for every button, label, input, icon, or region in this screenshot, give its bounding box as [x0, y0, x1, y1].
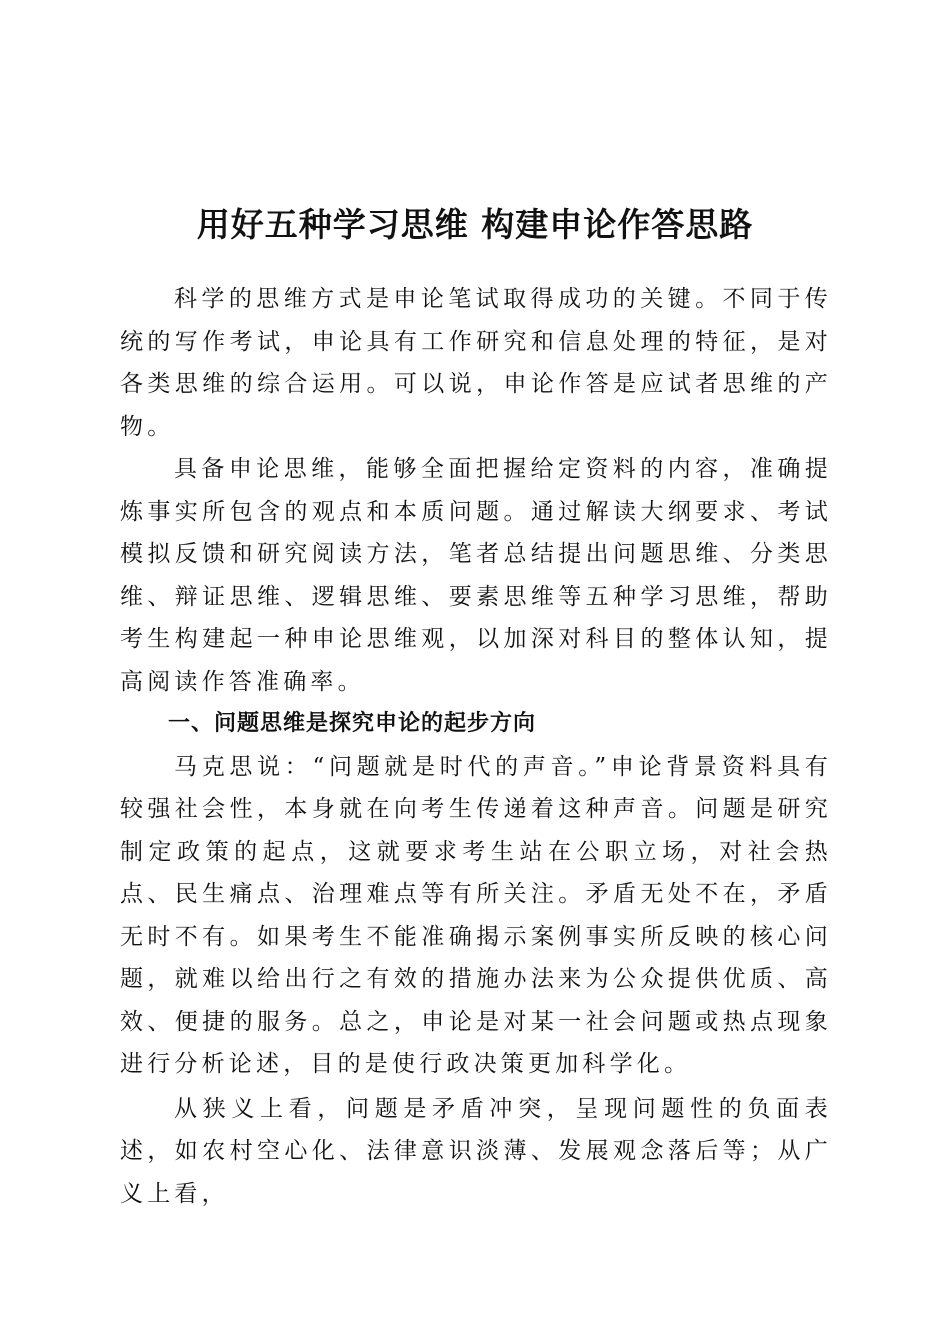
section1-paragraph-2: 从狭义上看，问题是矛盾冲突，呈现问题性的负面表述，如农村空心化、法律意识淡薄、发展观念落后等；从广义上看，: [120, 1095, 832, 1207]
section-heading-1: 一、问题思维是探究申论的起步方向: [168, 711, 537, 736]
intro-paragraph-1: 科学的思维方式是申论笔试取得成功的关键。不同于传统的写作考试，申论具有工作研究和信息处理的特征，是对各类思维的综合运用。可以说，申论作答是应试者思维的产物。: [120, 286, 832, 440]
document-body: [120, 278, 832, 1215]
document-title: 用好五种学习思维 构建申论作答思路: [196, 205, 754, 245]
section1-paragraph-1: 马克思说：“问题就是时代的声音。”申论背景资料具有较强社会性，本身就在向考生传递着这种声音。问题是研究制定政策的起点，这就要求考生站在公职立场，对社会热点、民生痛点、治理难点等有所关注。矛盾无处不在，矛盾无时不有。如果考生不能准确揭示案例事实所反映的核心问题，就难以给出行之有效的措施办法来为公众提供优质、高效、便捷的服务。总之，申论是对某一社会问题或热点现象进行分析论述，目的是使行政决策更加科学化。: [120, 753, 832, 1077]
intro-paragraph-2: 具备申论思维，能够全面把握给定资料的内容，准确提炼事实所包含的观点和本质问题。通过解读大纲要求、考试模拟反馈和研究阅读方法，笔者总结提出问题思维、分类思维、辩证思维、逻辑思维、要素思维等五种学习思维，帮助考生构建起一种申论思维观，以加深对科目的整体认知，提高阅读作答准确率。: [120, 456, 832, 695]
